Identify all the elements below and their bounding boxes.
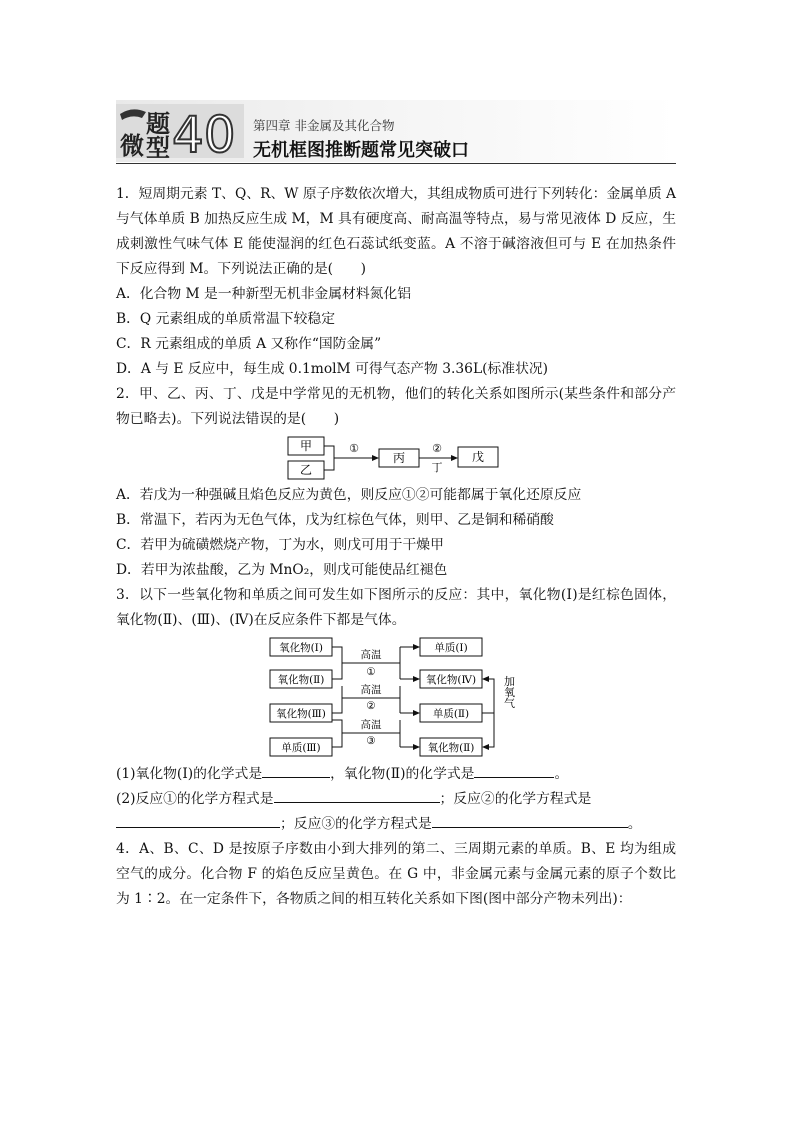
q2-option-c: C．若甲为硫磺燃烧产物，丁为水，则戊可用于干燥甲 xyxy=(116,537,444,553)
q3-blank-oxide2-formula[interactable] xyxy=(474,763,554,778)
q1-option-b: B．Q 元素组成的单质常温下较稳定 xyxy=(116,311,335,327)
q3-sub1-text-c: 。 xyxy=(554,766,569,782)
q3-cond2-number: ② xyxy=(366,700,376,712)
q2-reagent-ding: 丁 xyxy=(431,461,443,474)
logo-number: 40 xyxy=(172,106,236,158)
q3-sub2-text-d: 。 xyxy=(627,816,642,832)
microtopic-logo xyxy=(116,104,244,158)
question-content xyxy=(116,182,676,912)
q2-box-jia: 甲 xyxy=(299,439,313,453)
q4-stem: 4．A、B、C、D 是按原子序数由小到大排列的第二、三周期元素的单质。B、E 均为组成空气的成分。化合物 F 的焰色反应呈黄色。在 G 中，非金属元素与金属元素的原子个数比为 1∶2。在一定条件下，各物质之间的相互转化关系如下图(图中部分产物未列出)： xyxy=(116,841,676,907)
q3-sub1-text-a: (1)氧化物(Ⅰ)的化学式是 xyxy=(116,766,263,782)
q3-right-oxide4: 氧化物(Ⅳ) xyxy=(425,674,477,686)
q3-left-oxide3: 氧化物(Ⅲ) xyxy=(276,708,326,720)
q2-diagram xyxy=(286,435,506,481)
q3-cond1-label: 高温 xyxy=(360,649,382,661)
q3-sub1 xyxy=(116,762,676,787)
page-title: 无机框图推断题常见突破口 xyxy=(253,140,469,161)
q3-add-oxygen: 加氧气 xyxy=(502,675,516,709)
q3-left-oxide2: 氧化物(Ⅱ) xyxy=(277,674,325,686)
q2-box-wu: 戊 xyxy=(471,450,485,464)
q3-right-oxide2: 氧化物(Ⅱ) xyxy=(427,742,475,754)
q3-cond1-number: ① xyxy=(366,666,376,678)
q1-option-a: A．化合物 M 是一种新型无机非金属材料氮化铝 xyxy=(116,286,412,302)
q3-blank-reaction1[interactable] xyxy=(274,788,440,803)
q3-right-element1: 单质(Ⅰ) xyxy=(434,642,468,654)
q3-cond3-number: ③ xyxy=(366,735,376,747)
logo-char-xing: 型 xyxy=(146,134,170,158)
logo-char-wei: 微 xyxy=(120,132,144,158)
q3-blank-reaction2[interactable] xyxy=(116,813,280,828)
q3-cond2-label: 高温 xyxy=(360,684,382,696)
q1-option-d: D．A 与 E 反应中，每生成 0.1molM 可得气态产物 3.36L(标准状况) xyxy=(116,361,549,377)
q1-option-c: C．R 元素组成的单质 A 又称作“国防金属” xyxy=(116,336,382,352)
q3-sub2 xyxy=(116,787,676,837)
q3-blank-oxide1-formula[interactable] xyxy=(262,763,330,778)
q2-option-d: D．若甲为浓盐酸，乙为 MnO₂，则戊可能使品红褪色 xyxy=(116,562,448,578)
q1-stem: 1．短周期元素 T、Q、R、W 原子序数依次增大，其组成物质可进行下列转化：金属单质 A 与气体单质 B 加热反应生成 M，M 具有硬度高、耐高温等特点，易与常见液体 D 反应，生成刺激性气味气体 E 能使湿润的红色石蕊试纸变蓝。A 不溶于碱溶液但可与 E 在加热条件下反应得到 M。下列说法正确的是( ) xyxy=(116,186,676,277)
q2-option-b: B．常温下，若丙为无色气体，戊为红棕色气体，则甲、乙是铜和稀硝酸 xyxy=(116,512,554,528)
q3-stem: 3．以下一些氧化物和单质之间可发生如下图所示的反应：其中，氧化物(Ⅰ)是红棕色固体，氧化物(Ⅱ)、(Ⅲ)、(Ⅳ)在反应条件下都是气体。 xyxy=(116,587,676,628)
q3-left-oxide1: 氧化物(Ⅰ) xyxy=(279,642,323,654)
q3-sub2-text-b: ；反应②的化学方程式是 xyxy=(439,791,592,807)
q2-box-bing: 丙 xyxy=(392,451,406,465)
q2-box-yi: 乙 xyxy=(299,463,313,477)
q3-cond3-label: 高温 xyxy=(360,719,382,731)
q3-left-element3: 单质(Ⅲ) xyxy=(281,742,321,754)
q2-stem: 2．甲、乙、丙、丁、戊是中学常见的无机物，他们的转化关系如图所示(某些条件和部分产物已略去)。下列说法错误的是( ) xyxy=(116,386,676,427)
q3-sub2-text-a: (2)反应①的化学方程式是 xyxy=(116,791,274,807)
chapter-label: 第四章 非金属及其化合物 xyxy=(253,118,395,133)
q3-diagram xyxy=(268,636,524,760)
q2-option-a: A．若戊为一种强碱且焰色反应为黄色，则反应①②可能都属于氧化还原反应 xyxy=(116,487,582,503)
q2-step2: ② xyxy=(432,442,442,455)
header-divider xyxy=(116,163,676,164)
q3-sub1-text-b: ，氧化物(Ⅱ)的化学式是 xyxy=(330,766,475,782)
q3-blank-reaction3[interactable] xyxy=(432,813,628,828)
q3-sub2-text-c: ；反应③的化学方程式是 xyxy=(280,816,432,832)
q3-right-element2: 单质(Ⅱ) xyxy=(432,708,470,720)
q2-step1: ① xyxy=(349,442,359,455)
logo-char-ti: 题 xyxy=(146,110,170,138)
